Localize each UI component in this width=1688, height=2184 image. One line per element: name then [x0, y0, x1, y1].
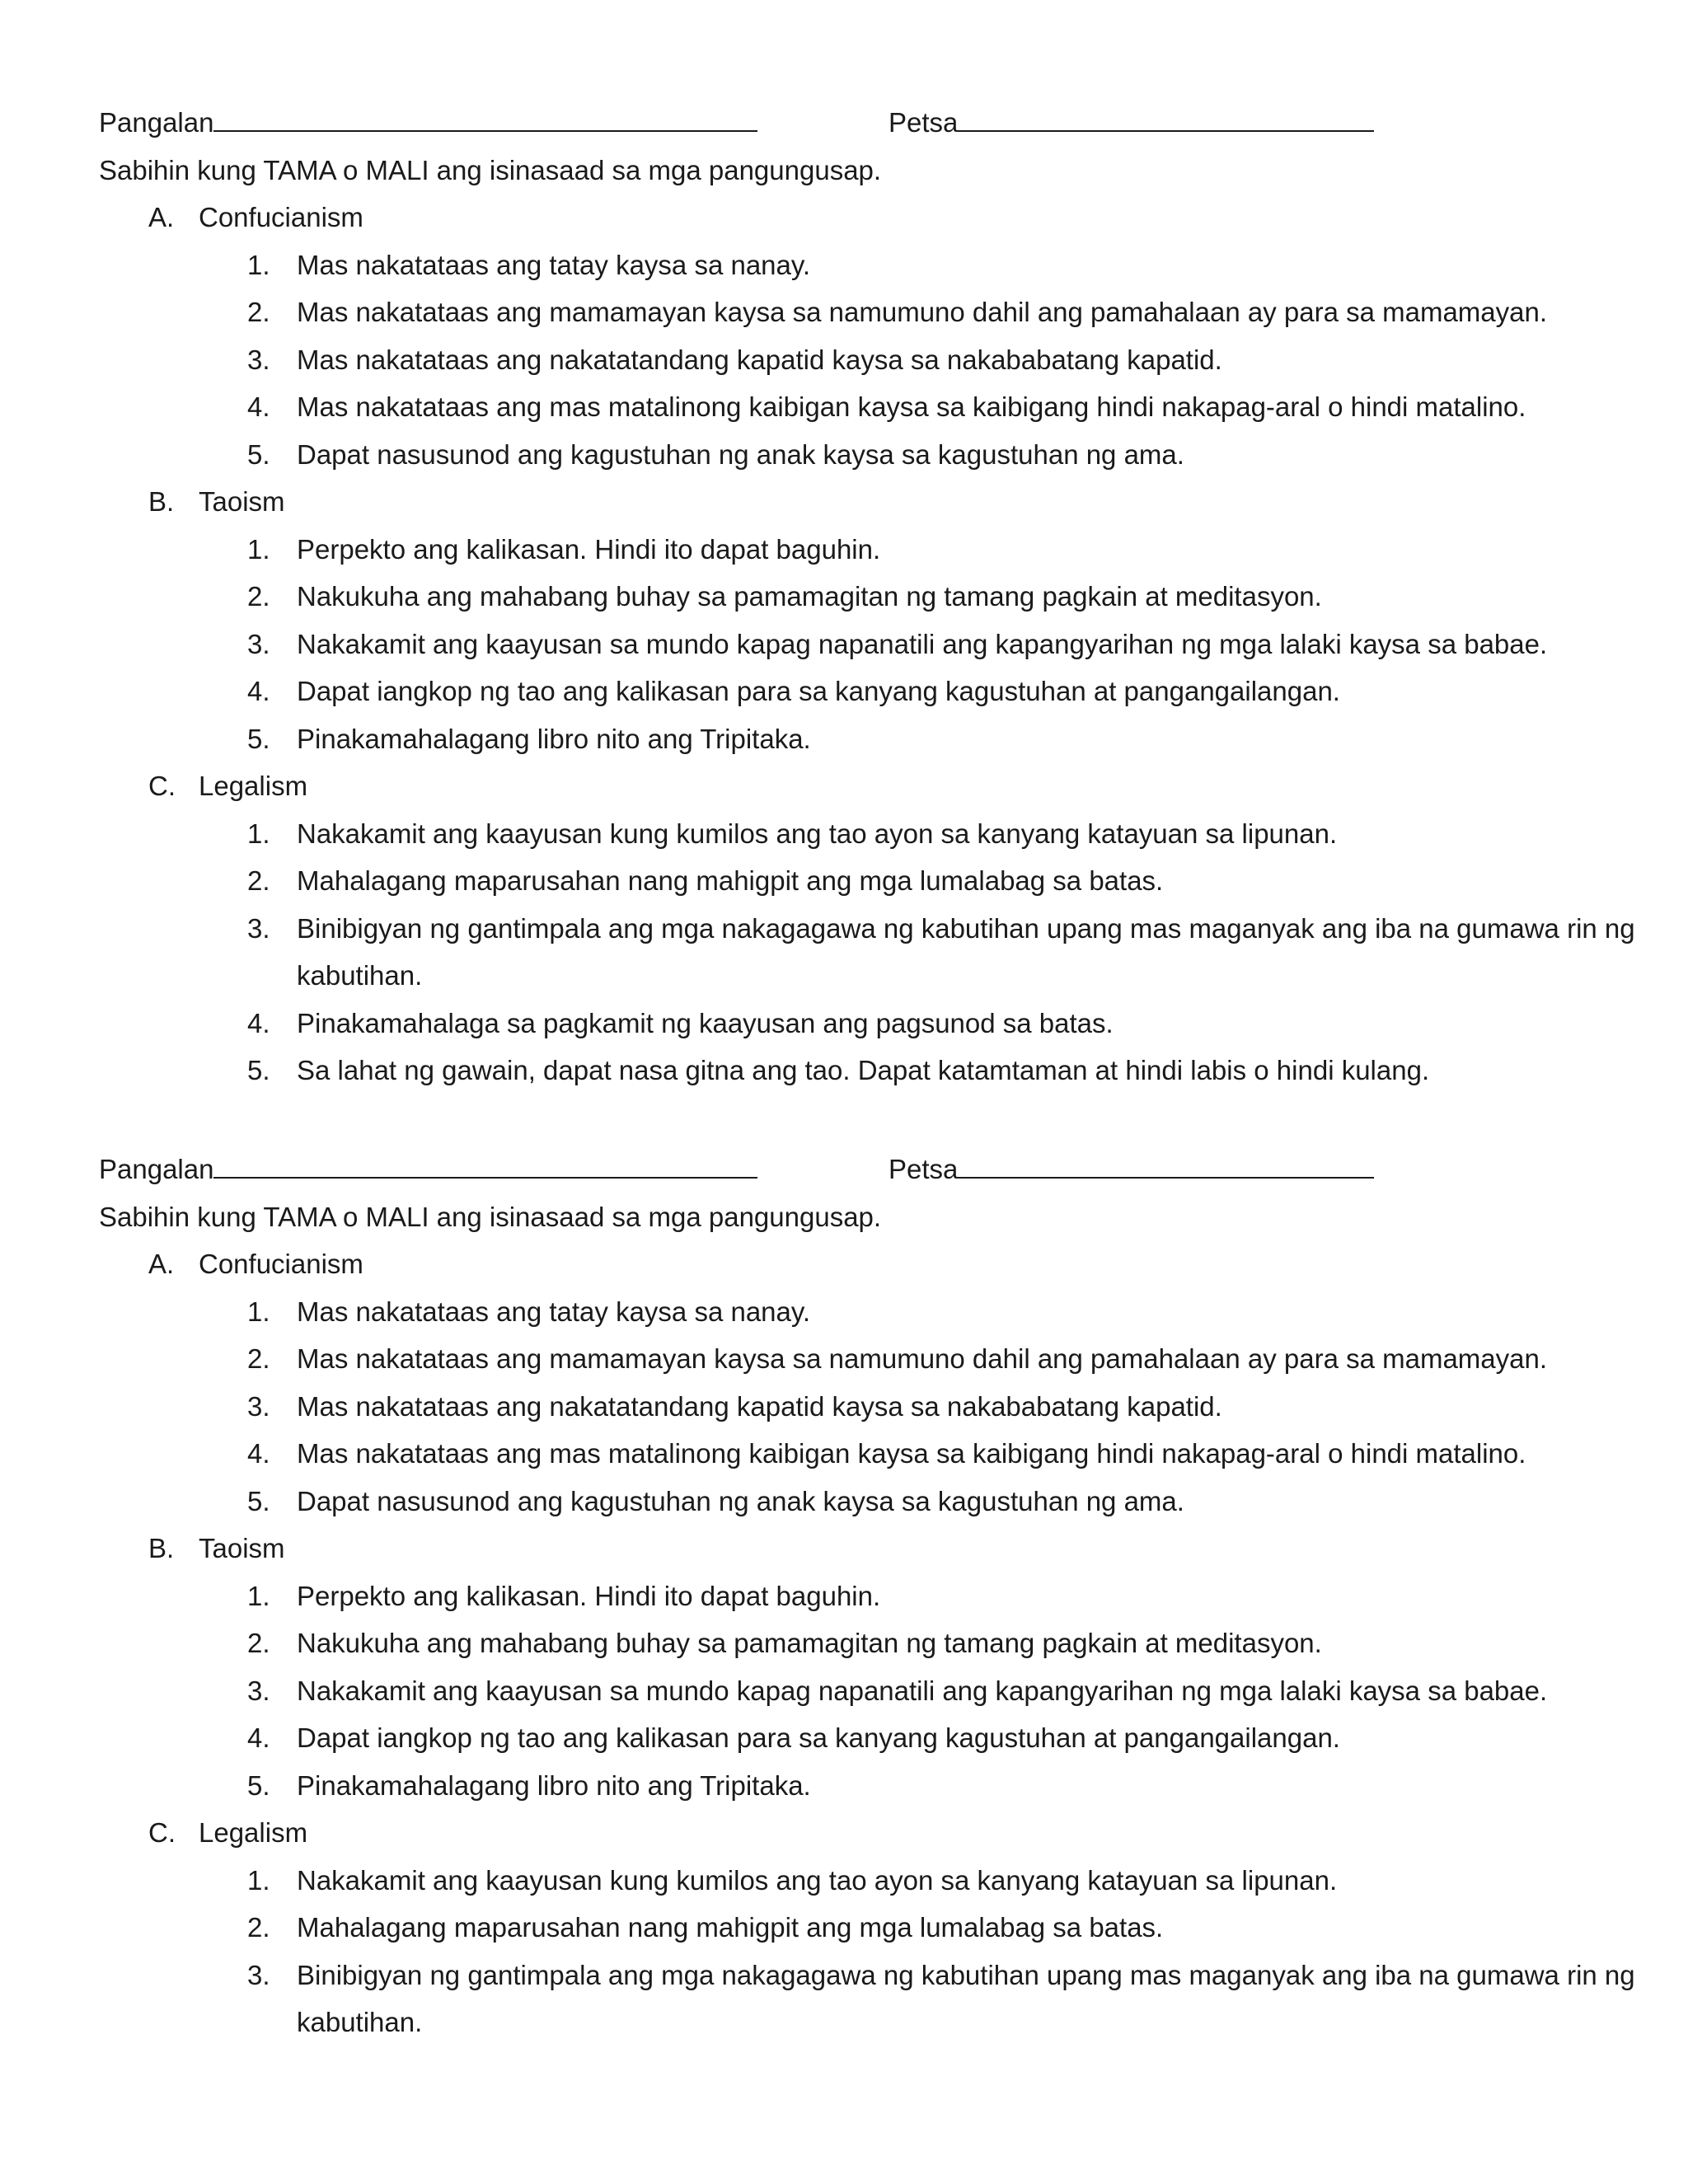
list-item: [99, 1667, 1624, 1715]
list-item: [99, 1714, 1624, 1762]
item-text: Perpekto ang kalikasan. Hindi ito dapat baguhin.: [297, 1580, 881, 1611]
list-item: [99, 668, 1624, 715]
item-number: 2.: [247, 1343, 270, 1374]
section-title-confucianism: [99, 194, 1624, 241]
item-text: Nakakamit ang kaayusan sa mundo kapag napanatili ang kapangyarihan ng mga lalaki kaysa sa babae.: [297, 1675, 1548, 1706]
item-text: Mas nakatataas ang mamamayan kaysa sa namumuno dahil ang pamahalaan ay para sa mamamayan.: [297, 297, 1548, 327]
item-number: 5.: [247, 438, 270, 470]
list-item: [99, 1478, 1624, 1526]
list-item: [99, 621, 1624, 668]
item-number: 5.: [247, 1055, 270, 1085]
section-title-confucianism: [99, 1240, 1624, 1288]
list-item: [99, 526, 1624, 574]
item-text: Mas nakatataas ang mas matalinong kaibigan kaysa sa kaibigang hindi nakapag-aral o hindi matalino.: [297, 1438, 1526, 1469]
item-number: 5.: [247, 1769, 270, 1801]
item-text: Mahalagang maparusahan nang mahigpit ang mga lumalabag sa batas.: [297, 865, 1164, 896]
section-letter: C.: [148, 771, 176, 801]
item-number: 2.: [247, 865, 270, 896]
section-title-taoism: [99, 1525, 1624, 1572]
item-number: 3.: [247, 344, 270, 375]
item-text: Dapat nasusunod ang kagustuhan ng anak kaysa sa kagustuhan ng ama.: [297, 1485, 1184, 1516]
item-text: Binibigyan ng gantimpala ang mga nakagagawa ng kabutihan upang mas maganyak ang iba na gumawa rin ng kabutihan.: [297, 1959, 1635, 2037]
list-item: [99, 1857, 1624, 1905]
name-field[interactable]: [99, 1146, 757, 1193]
item-number: 4.: [247, 676, 270, 706]
item-text: Pinakamahalagang libro nito ang Tripitaka.: [297, 723, 811, 754]
name-blank-line[interactable]: [213, 1152, 757, 1179]
item-number: 1.: [247, 1864, 270, 1896]
date-blank-line[interactable]: [958, 105, 1374, 132]
list-item: [99, 1383, 1624, 1431]
section-title-taoism: [99, 478, 1624, 526]
list-item: [99, 288, 1624, 336]
list-item: [99, 1335, 1624, 1383]
list-item: [99, 241, 1624, 289]
item-text: Nakakamit ang kaayusan sa mundo kapag napanatili ang kapangyarihan ng mga lalaki kaysa sa babae.: [297, 628, 1548, 659]
item-number: 3.: [247, 628, 270, 659]
item-number: 5.: [247, 1485, 270, 1516]
item-number: 4.: [247, 1007, 270, 1038]
item-text: Mas nakatataas ang mamamayan kaysa sa namumuno dahil ang pamahalaan ay para sa mamamayan.: [297, 1343, 1548, 1374]
list-item: [99, 1762, 1624, 1810]
section-name: Taoism: [199, 1533, 285, 1563]
item-text: Pinakamahalagang libro nito ang Tripitaka.: [297, 1769, 811, 1801]
list-item: [99, 431, 1624, 479]
list-item: [99, 1619, 1624, 1667]
list-item: [99, 715, 1624, 763]
item-number: 3.: [247, 1675, 270, 1706]
date-field[interactable]: [889, 1146, 1374, 1193]
section-letter: C.: [148, 1817, 176, 1848]
item-number: 2.: [247, 1628, 270, 1658]
name-field[interactable]: [99, 99, 757, 147]
name-blank-line[interactable]: [213, 105, 757, 132]
item-number: 5.: [247, 723, 270, 754]
item-text: Mas nakatataas ang tatay kaysa sa nanay.: [297, 249, 811, 280]
item-text: Nakukuha ang mahabang buhay sa pamamagitan ng tamang pagkain at meditasyon.: [297, 1628, 1322, 1658]
list-item: [99, 1904, 1624, 1952]
list-item: [99, 573, 1624, 621]
item-text: Dapat iangkop ng tao ang kalikasan para sa kanyang kagustuhan at pangangailangan.: [297, 676, 1340, 706]
list-item: [99, 336, 1624, 384]
section-name: Confucianism: [199, 202, 363, 232]
item-number: 1.: [247, 1580, 270, 1611]
item-number: 4.: [247, 1722, 270, 1753]
item-number: 3.: [247, 1959, 270, 1990]
section-title-legalism: [99, 762, 1624, 810]
list-item: [99, 1288, 1624, 1336]
item-text: Mas nakatataas ang mas matalinong kaibigan kaysa sa kaibigang hindi nakapag-aral o hindi matalino.: [297, 391, 1526, 422]
item-text: Mahalagang maparusahan nang mahigpit ang mga lumalabag sa batas.: [297, 1912, 1164, 1943]
list-item: [99, 810, 1624, 858]
instructions: Sabihin kung TAMA o MALI ang isinasaad sa mga pangungusap.: [99, 154, 882, 185]
item-text: Pinakamahalaga sa pagkamit ng kaayusan ang pagsunod sa batas.: [297, 1007, 1114, 1038]
section-letter: A.: [148, 202, 175, 232]
section-name: Legalism: [199, 1817, 308, 1848]
item-text: Nakakamit ang kaayusan kung kumilos ang tao ayon sa kanyang katayuan sa lipunan.: [297, 818, 1338, 849]
list-item: [99, 383, 1624, 431]
quiz-copy-2: [99, 1146, 1635, 2046]
item-number: 2.: [247, 297, 270, 327]
item-number: 2.: [247, 1912, 270, 1943]
name-label: Pangalan: [99, 1154, 214, 1184]
quiz-copy-1: [99, 99, 1635, 1094]
list-item: [99, 1572, 1624, 1620]
item-text: Dapat nasusunod ang kagustuhan ng anak kaysa sa kagustuhan ng ama.: [297, 438, 1184, 470]
item-number: 4.: [247, 391, 270, 422]
item-number: 3.: [247, 912, 270, 944]
item-text: Binibigyan ng gantimpala ang mga nakagagawa ng kabutihan upang mas maganyak ang iba na gumawa rin ng kabutihan.: [297, 912, 1635, 991]
section-letter: A.: [148, 1249, 175, 1279]
item-text: Mas nakatataas ang tatay kaysa sa nanay.: [297, 1296, 811, 1327]
list-item: [99, 857, 1624, 905]
item-text: Dapat iangkop ng tao ang kalikasan para sa kanyang kagustuhan at pangangailangan.: [297, 1722, 1340, 1753]
section-name: Confucianism: [199, 1249, 363, 1279]
item-text: Mas nakatataas ang nakatatandang kapatid kaysa sa nakababatang kapatid.: [297, 344, 1222, 375]
section-title-legalism: [99, 1809, 1624, 1857]
item-text: Mas nakatataas ang nakatatandang kapatid kaysa sa nakababatang kapatid.: [297, 1390, 1222, 1422]
list-item: [99, 1952, 1635, 2046]
instructions: Sabihin kung TAMA o MALI ang isinasaad sa mga pangungusap.: [99, 1201, 882, 1232]
item-text: Nakakamit ang kaayusan kung kumilos ang tao ayon sa kanyang katayuan sa lipunan.: [297, 1864, 1338, 1896]
list-item: [99, 1047, 1624, 1094]
name-label: Pangalan: [99, 107, 214, 138]
date-label: Petsa: [889, 107, 959, 138]
item-number: 1.: [247, 249, 270, 280]
item-text: Perpekto ang kalikasan. Hindi ito dapat baguhin.: [297, 533, 881, 565]
item-number: 1.: [247, 818, 270, 849]
item-text: Sa lahat ng gawain, dapat nasa gitna ang tao. Dapat katamtaman at hindi labis o hindi kulang.: [297, 1055, 1430, 1085]
section-letter: B.: [148, 486, 175, 517]
section-letter: B.: [148, 1533, 175, 1563]
date-label: Petsa: [889, 1154, 959, 1184]
item-number: 3.: [247, 1390, 270, 1422]
header-row: [99, 1146, 1624, 1193]
item-number: 2.: [247, 581, 270, 612]
date-field[interactable]: [889, 99, 1374, 147]
section-name: Taoism: [199, 486, 285, 517]
item-number: 4.: [247, 1438, 270, 1469]
list-item: [99, 905, 1635, 1000]
item-number: 1.: [247, 533, 270, 565]
list-item: [99, 1430, 1624, 1478]
item-text: Nakukuha ang mahabang buhay sa pamamagitan ng tamang pagkain at meditasyon.: [297, 581, 1322, 612]
header-row: [99, 99, 1624, 147]
section-name: Legalism: [199, 771, 308, 801]
list-item: [99, 1000, 1624, 1047]
item-number: 1.: [247, 1296, 270, 1327]
date-blank-line[interactable]: [958, 1152, 1374, 1179]
